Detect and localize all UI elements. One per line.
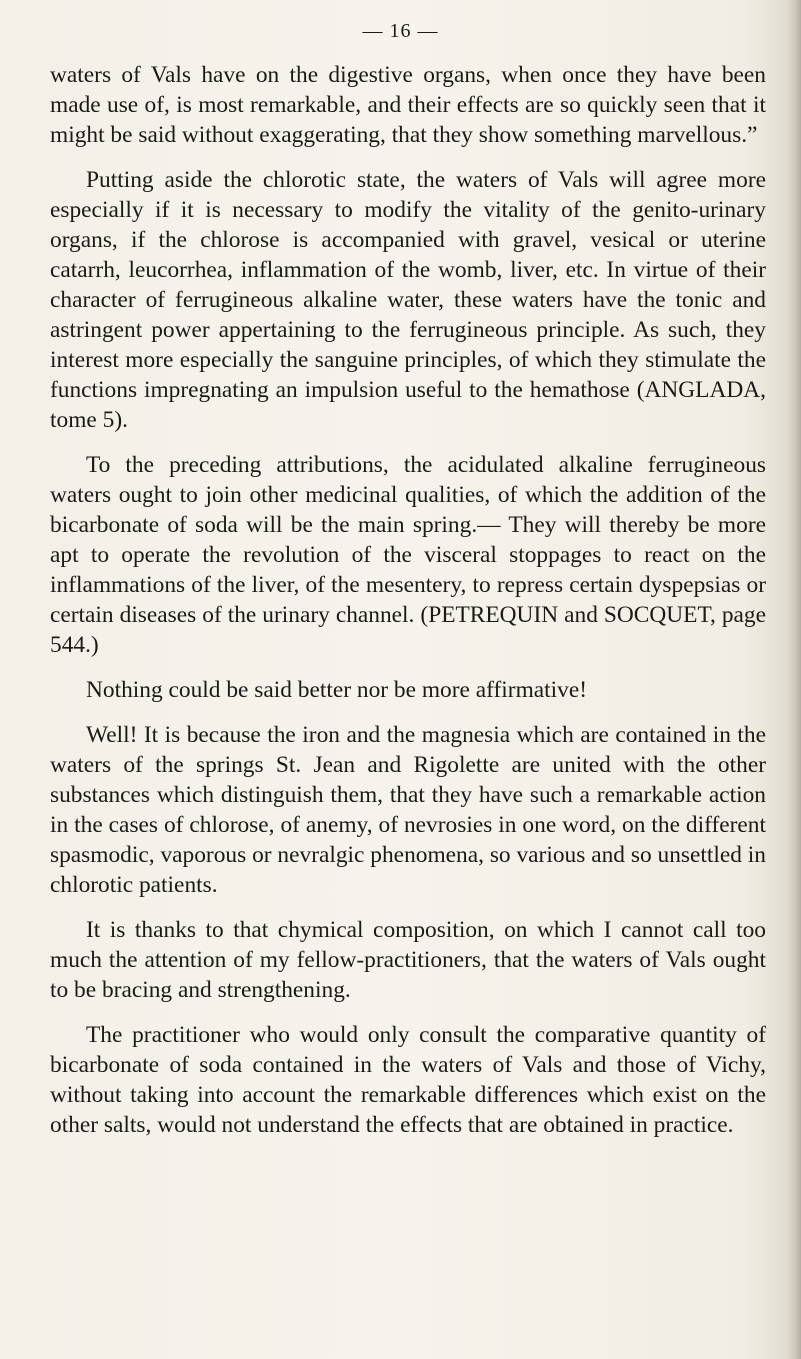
paragraph-chlorotic-state: Putting aside the chlorotic state, the waters of Vals will agree more especially if it is necessary to modify the vitality of the genito-urinary organs, if the chlorose is accompanied with gravel, vesical or uterine catarrh, leucorrhea, inflammation of the womb, liver, etc. In virtue of their character of ferrugineous alkaline water, these waters have the tonic and astringent power appertaining to the ferrugineous principle. As such, they interest more especially the sanguine principles, of which they stimulate the functions impregnating an impulsion useful to the hemathose (ANGLADA, tome 5).: [50, 167, 766, 433]
body-text: [50, 60, 766, 1155]
page-edge-shadow: [787, 0, 801, 1359]
paragraph-practitioner: The practitioner who would only consult the comparative quantity of bicarbonate of soda contained in the waters of Vals and those of Vichy, without taking into account the remarkable differences which exist on the other salts, would not understand the effects that are obtained in practice.: [50, 1022, 766, 1138]
paragraph-affirmative: Nothing could be said better nor be more affirmative!: [86, 677, 588, 703]
paragraph-chymical-composition: It is thanks to that chymical composition, on which I cannot call too much the attention of my fellow-practitioners, that the waters of Vals ought to be bracing and strengthening.: [50, 917, 766, 1003]
paragraph-iron-magnesia: Well! It is because the iron and the magnesia which are contained in the waters of the springs St. Jean and Rigolette are united with the other substances which distinguish them, that they have such a remarkable action in the cases of chlorose, of anemy, of nevrosies in one word, on the different spasmodic, vaporous or nevralgic phenomena, so various and so unsettled in chlorotic patients.: [50, 722, 766, 898]
paragraph-continued: waters of Vals have on the digestive organs, when once they have been made use of, is most remarkable, and their effects are so quickly seen that it might be said without exaggerating, that they show something marvellous.”: [50, 62, 766, 148]
paragraph-preceding-attributions: To the preceding attributions, the acidulated alkaline ferrugineous waters ought to join other medicinal qualities, of which the addition of the bicarbonate of soda will be the main spring.— They will thereby be more apt to operate the revolution of the visceral stoppages to react on the inflammations of the liver, of the mesentery, to repress certain dyspepsias or certain diseases of the urinary channel. (PETREQUIN and SOCQUET, page 544.): [50, 452, 766, 658]
page-number: — 16 —: [362, 20, 439, 42]
